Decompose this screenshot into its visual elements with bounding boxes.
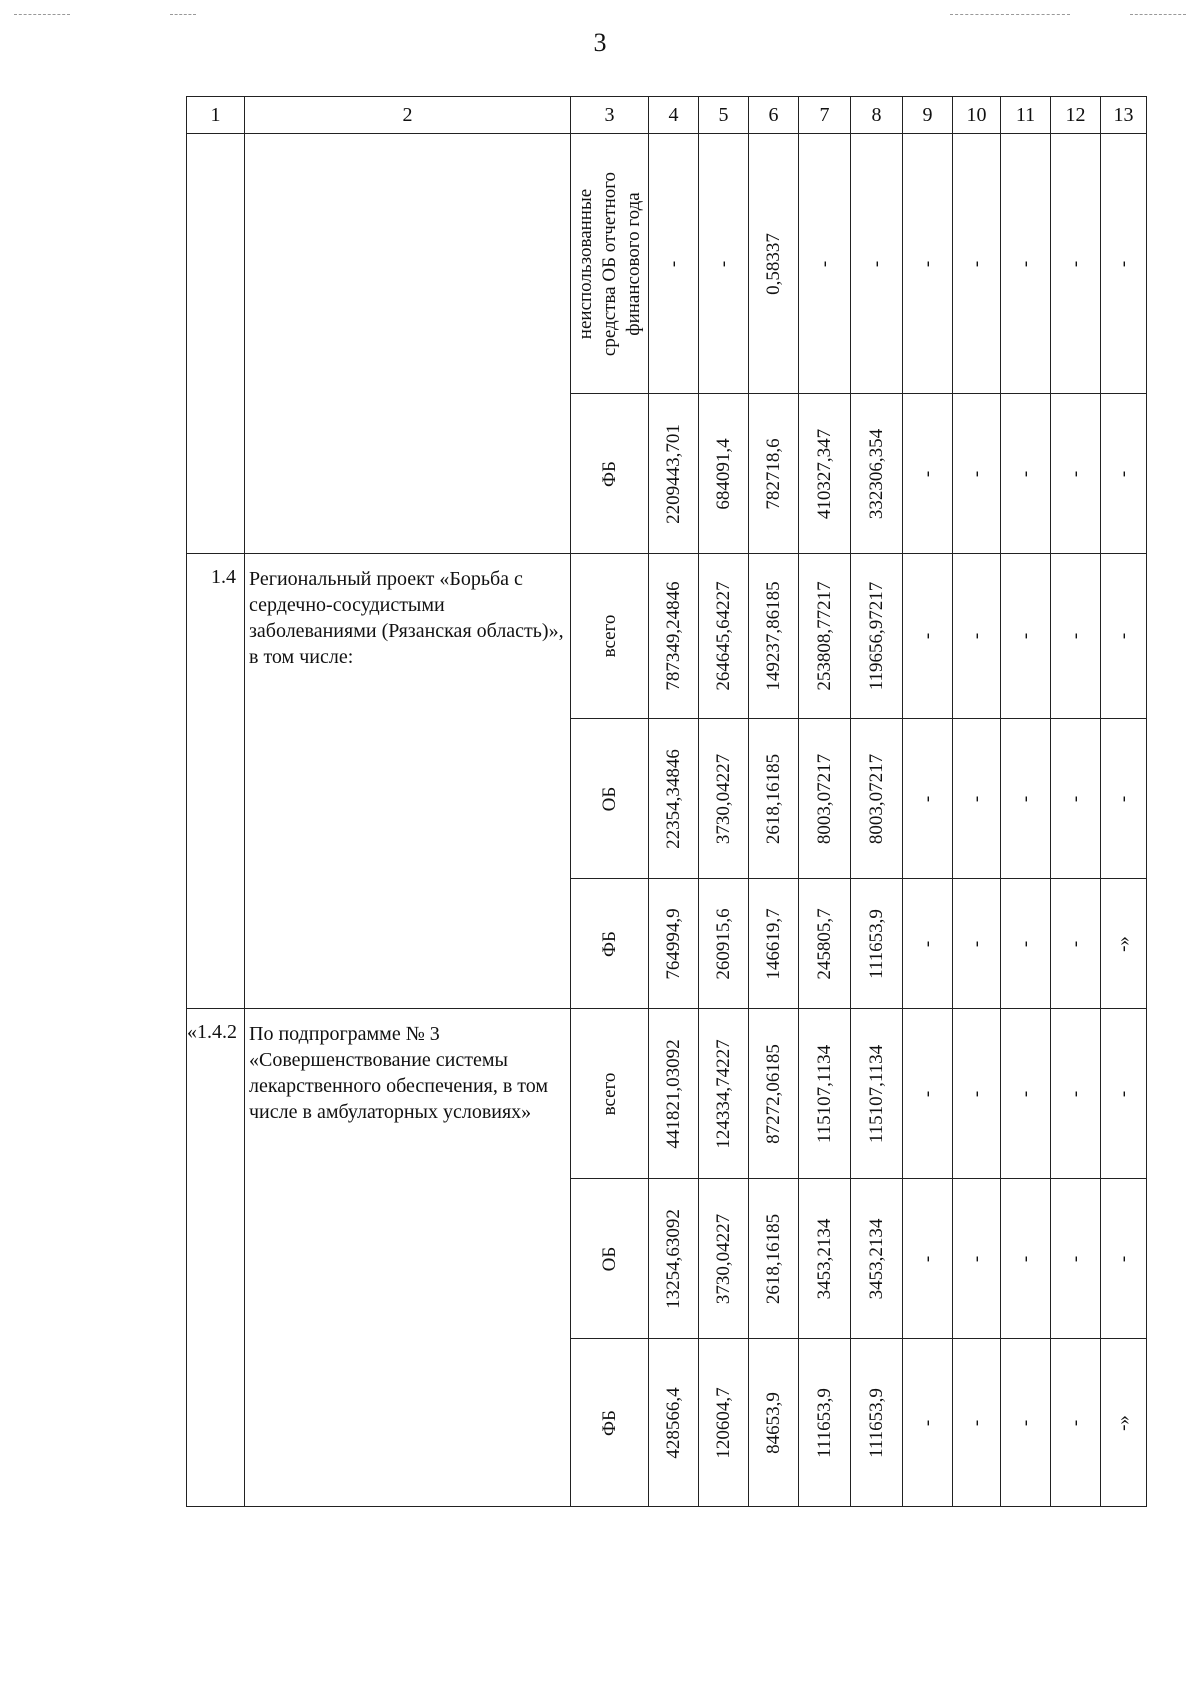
value-cell <box>851 1339 903 1507</box>
header-cell: 5 <box>699 97 749 134</box>
value-cell <box>903 1009 953 1179</box>
value-text: 87272,06185 <box>762 1043 784 1144</box>
funding-source-cell <box>571 1179 649 1339</box>
value-cell <box>851 134 903 394</box>
header-cell: 13 <box>1101 97 1147 134</box>
funding-source-label: всего <box>598 614 620 658</box>
value-cell <box>799 719 851 879</box>
value-text: - <box>1112 470 1134 477</box>
value-text: 332306,354 <box>865 428 887 519</box>
value-text: 115107,1134 <box>813 1044 835 1143</box>
value-text: 441821,03092 <box>662 1038 684 1149</box>
row-number <box>187 134 245 554</box>
header-cell: 10 <box>953 97 1001 134</box>
value-cell <box>649 394 699 554</box>
value-text: 8003,07217 <box>865 753 887 844</box>
value-text: - <box>712 260 734 267</box>
value-text: 3730,04227 <box>712 753 734 844</box>
funding-source-label: ФБ <box>598 1409 620 1436</box>
column-number-header-row <box>187 97 1147 134</box>
value-text: - <box>1112 260 1134 267</box>
header-cell: 6 <box>749 97 799 134</box>
value-text: 410327,347 <box>813 428 835 519</box>
scan-artifact <box>170 14 196 15</box>
value-text: 124334,74227 <box>712 1038 734 1149</box>
value-text: - <box>916 632 938 640</box>
value-text: 149237,86185 <box>762 581 784 691</box>
value-text: - <box>916 260 938 267</box>
table-row <box>187 1009 1147 1179</box>
value-cell <box>649 1179 699 1339</box>
value-cell <box>953 134 1001 394</box>
value-cell <box>953 719 1001 879</box>
value-cell <box>799 1339 851 1507</box>
value-text: 2209443,701 <box>662 423 684 524</box>
row-number: «1.4.2 <box>187 1009 245 1507</box>
value-text: 120604,7 <box>712 1386 734 1459</box>
value-cell <box>749 134 799 394</box>
value-text: 0,58337 <box>762 232 784 295</box>
value-cell <box>1051 554 1101 719</box>
row-title: По подпрограмме № 3 «Совершенствование системы лекарственного обеспечения, в том числе в амбулаторных условиях» <box>245 1009 571 1507</box>
value-cell <box>953 1179 1001 1339</box>
value-text: 787349,24846 <box>662 581 684 691</box>
scan-artifact <box>1130 14 1186 15</box>
value-text: - <box>1014 795 1036 802</box>
value-text: - <box>916 795 938 802</box>
value-text: - <box>1064 1255 1086 1262</box>
value-cell <box>1101 1339 1147 1507</box>
value-cell <box>1101 719 1147 879</box>
value-text: 3453,2134 <box>813 1218 835 1299</box>
value-cell <box>749 1339 799 1507</box>
scan-artifact <box>14 14 70 15</box>
value-text: - <box>1064 470 1086 477</box>
value-text: 428566,4 <box>662 1386 684 1459</box>
value-cell <box>699 719 749 879</box>
header-cell: 4 <box>649 97 699 134</box>
value-cell <box>749 1179 799 1339</box>
page-number: 3 <box>593 28 607 57</box>
value-cell <box>1001 879 1051 1009</box>
value-cell <box>1001 134 1051 394</box>
value-text: - <box>1064 260 1086 267</box>
header-cell: 1 <box>187 97 245 134</box>
value-cell <box>1101 879 1147 1009</box>
value-text: - <box>1014 1090 1036 1097</box>
value-text: - <box>1014 632 1036 640</box>
value-text: 2618,16185 <box>762 753 784 844</box>
value-text: - <box>965 1090 987 1097</box>
scan-artifact <box>950 14 1070 15</box>
value-cell <box>1051 1179 1101 1339</box>
value-text: - <box>1064 1419 1086 1426</box>
value-text: - <box>916 1255 938 1262</box>
value-cell <box>1101 554 1147 719</box>
value-cell <box>749 719 799 879</box>
value-text: 119656,97217 <box>865 581 887 691</box>
funding-source-label: ОБ <box>598 1246 620 1271</box>
value-cell <box>799 1009 851 1179</box>
value-text: - <box>813 260 835 267</box>
value-cell <box>903 394 953 554</box>
funding-source-cell <box>571 134 649 394</box>
value-text: 22354,34846 <box>662 748 684 849</box>
value-cell <box>1101 1009 1147 1179</box>
header-cell: 3 <box>571 97 649 134</box>
value-text: 111653,9 <box>865 908 887 979</box>
funding-source-label: ОБ <box>598 786 620 811</box>
header-cell: 9 <box>903 97 953 134</box>
value-text: 782718,6 <box>762 437 784 510</box>
row-title <box>245 134 571 554</box>
funding-source-cell <box>571 1339 649 1507</box>
value-text: - <box>1064 940 1086 947</box>
value-text: - <box>865 260 887 267</box>
value-text: - <box>1014 1255 1036 1262</box>
table-row <box>187 134 1147 394</box>
value-text: -» <box>1112 935 1134 952</box>
value-text: -» <box>1112 1414 1134 1431</box>
value-text: - <box>1112 1090 1134 1097</box>
value-cell <box>1051 719 1101 879</box>
value-cell <box>1101 1179 1147 1339</box>
funding-source-cell <box>571 879 649 1009</box>
value-cell <box>699 879 749 1009</box>
value-cell <box>851 1179 903 1339</box>
value-cell <box>953 1339 1001 1507</box>
value-cell <box>1001 554 1051 719</box>
value-cell <box>903 719 953 879</box>
value-cell <box>749 394 799 554</box>
value-cell <box>799 134 851 394</box>
value-text: - <box>965 1419 987 1426</box>
value-text: 2618,16185 <box>762 1213 784 1304</box>
value-text: - <box>1064 1090 1086 1097</box>
value-cell <box>649 719 699 879</box>
value-text: 8003,07217 <box>813 753 835 844</box>
value-text: - <box>965 1255 987 1262</box>
value-cell <box>749 554 799 719</box>
budget-table <box>186 96 1147 1507</box>
value-cell <box>799 879 851 1009</box>
value-cell <box>649 554 699 719</box>
value-text: 764994,9 <box>662 907 684 980</box>
value-text: - <box>916 470 938 477</box>
value-text: 146619,7 <box>762 907 784 980</box>
value-cell <box>699 134 749 394</box>
value-cell <box>851 719 903 879</box>
value-cell <box>1051 134 1101 394</box>
funding-source-cell <box>571 394 649 554</box>
value-cell <box>799 394 851 554</box>
value-cell <box>1101 134 1147 394</box>
value-cell <box>699 554 749 719</box>
value-text: 253808,77217 <box>813 581 835 691</box>
value-text: - <box>965 632 987 640</box>
value-text: - <box>965 470 987 477</box>
funding-source-cell <box>571 1009 649 1179</box>
row-number: 1.4 <box>187 554 245 1009</box>
value-cell <box>1101 394 1147 554</box>
value-text: 684091,4 <box>712 437 734 510</box>
value-cell <box>953 879 1001 1009</box>
value-cell <box>903 879 953 1009</box>
value-text: - <box>1112 795 1134 802</box>
value-text: - <box>1014 470 1036 477</box>
value-cell <box>649 1009 699 1179</box>
value-cell <box>649 1339 699 1507</box>
value-text: - <box>916 940 938 947</box>
value-text: - <box>1112 632 1134 640</box>
value-text: 3730,04227 <box>712 1213 734 1304</box>
funding-source-label: неиспользованные средства ОБ отчетного финансового года <box>574 171 644 356</box>
value-text: - <box>916 1419 938 1426</box>
value-text: 115107,1134 <box>865 1044 887 1143</box>
value-text: 245805,7 <box>813 907 835 980</box>
value-cell <box>1051 394 1101 554</box>
value-cell <box>1001 719 1051 879</box>
header-cell: 12 <box>1051 97 1101 134</box>
funding-source-cell <box>571 554 649 719</box>
value-text: - <box>1064 795 1086 802</box>
value-cell <box>799 1179 851 1339</box>
value-cell <box>799 554 851 719</box>
value-cell <box>749 1009 799 1179</box>
value-cell <box>1051 1009 1101 1179</box>
value-cell <box>699 1339 749 1507</box>
value-text: 264645,64227 <box>712 581 734 691</box>
value-text: - <box>965 940 987 947</box>
value-text: - <box>965 795 987 802</box>
funding-source-label: ФБ <box>598 930 620 957</box>
value-text: 3453,2134 <box>865 1218 887 1299</box>
value-text: - <box>1014 1419 1036 1426</box>
value-text: - <box>965 260 987 267</box>
value-cell <box>1051 1339 1101 1507</box>
value-text: 260915,6 <box>712 907 734 980</box>
value-text: - <box>662 260 684 267</box>
value-cell <box>903 1179 953 1339</box>
funding-source-cell <box>571 719 649 879</box>
funding-source-label: всего <box>598 1072 620 1115</box>
value-cell <box>903 554 953 719</box>
row-title: Региональный проект «Борьба с сердечно-сосудистыми заболеваниями (Рязанская область)», в том числе: <box>245 554 571 1009</box>
value-cell <box>649 134 699 394</box>
value-cell <box>1001 1009 1051 1179</box>
value-cell <box>851 879 903 1009</box>
value-cell <box>851 394 903 554</box>
value-cell <box>903 1339 953 1507</box>
value-text: 111653,9 <box>813 1387 835 1458</box>
value-text: - <box>1014 940 1036 947</box>
value-cell <box>1001 394 1051 554</box>
header-cell: 2 <box>245 97 571 134</box>
value-cell <box>851 1009 903 1179</box>
value-text: - <box>1014 260 1036 267</box>
table-row <box>187 554 1147 719</box>
value-cell <box>953 394 1001 554</box>
value-text: - <box>1112 1255 1134 1262</box>
funding-source-label: ФБ <box>598 460 620 487</box>
value-text: 84653,9 <box>762 1391 784 1454</box>
value-cell <box>699 1009 749 1179</box>
header-cell: 11 <box>1001 97 1051 134</box>
value-cell <box>851 554 903 719</box>
value-cell <box>649 879 699 1009</box>
value-text: 111653,9 <box>865 1387 887 1458</box>
header-cell: 7 <box>799 97 851 134</box>
value-cell <box>749 879 799 1009</box>
header-cell: 8 <box>851 97 903 134</box>
value-cell <box>699 1179 749 1339</box>
value-text: - <box>916 1090 938 1097</box>
value-cell <box>953 1009 1001 1179</box>
value-text: 13254,63092 <box>662 1208 684 1309</box>
value-cell <box>1001 1179 1051 1339</box>
value-cell <box>903 134 953 394</box>
value-cell <box>1001 1339 1051 1507</box>
value-cell <box>699 394 749 554</box>
value-cell <box>953 554 1001 719</box>
value-cell <box>1051 879 1101 1009</box>
value-text: - <box>1064 632 1086 640</box>
